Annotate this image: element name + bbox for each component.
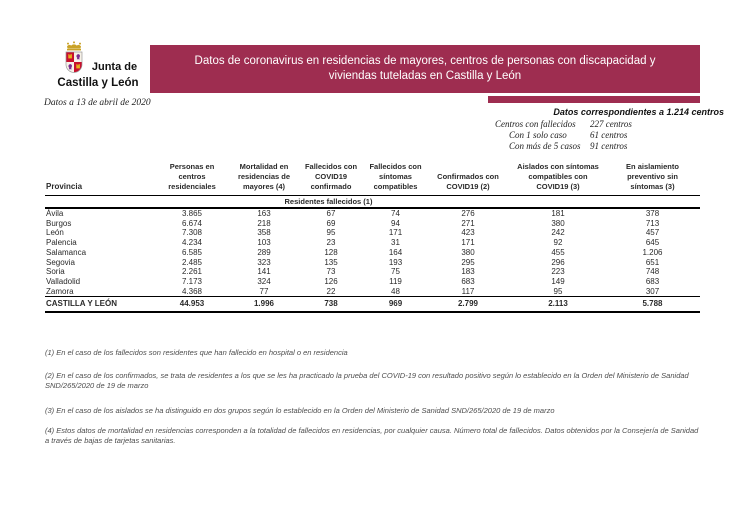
- total-value: 2.113: [511, 297, 605, 313]
- province-cell: León: [46, 228, 64, 238]
- value-cell: 324: [257, 276, 271, 286]
- value-cell: 149: [551, 276, 565, 286]
- value-cell: 4.368: [181, 286, 203, 296]
- footnote-4: (4) Estos datos de mortalidad en residencias corresponden a la totalidad de fallecidos en residencias, por cualquier causa. Número total de fallecidos. Datos obtenidos por la Consejería de Sanidad a través de bajas de tarjetas sanitarias.: [45, 426, 699, 445]
- value-cell: 73: [326, 267, 336, 277]
- value-cell: 218: [257, 218, 271, 228]
- summary-row-un-solo-caso: [495, 130, 675, 141]
- value-cell: 126: [324, 276, 338, 286]
- column-header-mortalidad: Mortalidad en residencias de mayores (4): [232, 162, 296, 196]
- summary-row-mas-de-5-casos: [495, 141, 675, 152]
- total-value: 738: [296, 297, 366, 313]
- table-row: [45, 238, 700, 248]
- value-cell: 4.234: [181, 238, 203, 248]
- value-cell: 683: [645, 276, 660, 286]
- summary-title: Datos correspondientes a 1.214 centros: [553, 107, 724, 117]
- value-cell: 3.865: [181, 209, 203, 218]
- table-header-row: [45, 162, 700, 196]
- value-cell: 141: [257, 267, 271, 277]
- value-cell: 455: [551, 247, 565, 257]
- table-row: [45, 228, 700, 238]
- value-cell: 77: [259, 286, 269, 296]
- province-cell: Segovia: [46, 257, 75, 267]
- value-cell: 163: [257, 209, 271, 218]
- column-header-aislamiento-preventivo: En aislamiento preventivo sin síntomas (3): [605, 162, 700, 196]
- value-cell: 69: [326, 218, 336, 228]
- total-label: CASTILLA Y LEÓN: [45, 297, 152, 313]
- value-cell: 22: [326, 286, 336, 296]
- value-cell: 2.261: [181, 267, 203, 277]
- value-cell: 119: [389, 276, 402, 286]
- value-cell: 271: [461, 218, 475, 228]
- column-header-provincia: Provincia: [45, 162, 152, 196]
- value-cell: 171: [461, 238, 475, 248]
- value-cell: 651: [645, 257, 660, 267]
- column-header-aislados: Aislados con síntomas compatibles con COVID19 (3): [511, 162, 605, 196]
- province-cell: Valladolid: [46, 276, 81, 286]
- table-row: [45, 277, 700, 287]
- total-value: 969: [366, 297, 425, 313]
- province-cell: Palencia: [46, 238, 77, 248]
- footnote-3: (3) En el caso de los aislados se ha distinguido en dos grupos según lo establecido en la Orden del Ministerio de Sanidad SND/265/2020 de 19 de marzo: [45, 406, 555, 415]
- value-cell: 223: [551, 267, 565, 277]
- value-cell: 94: [391, 218, 400, 228]
- province-cell: Ávila: [46, 209, 64, 218]
- logo-text-line1: Junta de: [91, 61, 138, 73]
- value-cell: 95: [326, 228, 336, 238]
- value-cell: 67: [326, 209, 336, 218]
- table-body: [45, 208, 700, 297]
- value-cell: 171: [388, 228, 403, 238]
- page-title: Datos de coronavirus en residencias de mayores, centros de personas con discapacidad y viviendas tuteladas en Castilla y León: [194, 54, 656, 82]
- value-cell: 276: [461, 209, 475, 218]
- table-row: [45, 258, 700, 268]
- table-row: [45, 267, 700, 277]
- title-banner: [150, 45, 700, 93]
- province-cell: Salamanca: [46, 247, 87, 257]
- footnote-2: (2) En el caso de los confirmados, se trata de residentes a los que se les ha practicado la prueba del COVID-19 con resultado positivo según lo establecido en la Orden del Ministerio de Sanidad SND/265/2020 de 19 de marzo: [45, 371, 689, 390]
- value-cell: 128: [324, 247, 338, 257]
- footnote-1: (1) En el caso de los fallecidos son residentes que han fallecido en hospital o en residencia: [45, 348, 348, 357]
- value-cell: 135: [324, 257, 338, 267]
- value-cell: 295: [461, 257, 475, 267]
- junta-logo: [42, 40, 154, 89]
- table-row: [45, 287, 700, 297]
- value-cell: 713: [645, 218, 660, 228]
- total-value: 1.996: [232, 297, 296, 313]
- value-cell: 164: [388, 247, 403, 257]
- value-cell: 117: [461, 286, 475, 296]
- summary-top-bar: [488, 96, 700, 103]
- value-cell: 6.674: [181, 218, 203, 228]
- summary-value: 61 centros: [590, 130, 628, 140]
- summary-row-centros-con-fallecidos: [495, 119, 675, 130]
- summary-value: 91 centros: [590, 141, 628, 151]
- value-cell: 103: [257, 238, 271, 248]
- value-cell: 748: [645, 267, 660, 277]
- province-cell: Zamora: [46, 286, 74, 296]
- value-cell: 7.173: [181, 276, 203, 286]
- total-value: 44.953: [152, 297, 232, 313]
- value-cell: 74: [391, 209, 400, 218]
- value-cell: 307: [645, 286, 660, 296]
- value-cell: 242: [551, 228, 565, 238]
- value-cell: 31: [391, 238, 400, 248]
- date-note: Datos a 13 de abril de 2020: [44, 98, 151, 108]
- total-row: [45, 297, 700, 313]
- table-row: [45, 208, 700, 219]
- value-cell: 48: [391, 286, 400, 296]
- table-row: [45, 219, 700, 229]
- value-cell: 75: [391, 267, 400, 277]
- value-cell: 92: [553, 238, 563, 248]
- data-table: [45, 162, 700, 313]
- value-cell: 296: [551, 257, 565, 267]
- value-cell: 380: [551, 218, 565, 228]
- province-cell: Soria: [46, 267, 65, 277]
- value-cell: 423: [461, 228, 475, 238]
- total-value: 2.799: [425, 297, 511, 313]
- summary-label: Centros con fallecidos: [495, 119, 576, 129]
- province-cell: Burgos: [46, 218, 72, 228]
- value-cell: 289: [257, 247, 271, 257]
- group-header-row: [45, 196, 700, 209]
- column-header-fallecidos-compatibles: Fallecidos con síntomas compatibles: [366, 162, 425, 196]
- value-cell: 358: [257, 228, 271, 238]
- column-header-confirmados: Confirmados con COVID19 (2): [425, 162, 511, 196]
- value-cell: 181: [551, 209, 565, 218]
- value-cell: 645: [645, 238, 660, 248]
- summary-rows: [495, 119, 675, 152]
- total-value: 5.788: [605, 297, 700, 313]
- summary-label: Con más de 5 casos: [509, 141, 581, 151]
- value-cell: 683: [461, 276, 475, 286]
- logo-row: [42, 40, 154, 80]
- value-cell: 23: [326, 238, 336, 248]
- value-cell: 183: [461, 267, 475, 277]
- value-cell: 95: [553, 286, 563, 296]
- value-cell: 7.308: [181, 228, 203, 238]
- value-cell: 457: [645, 228, 660, 238]
- summary-label: Con 1 solo caso: [509, 130, 567, 140]
- junta-shield-icon: [59, 40, 89, 80]
- value-cell: 380: [461, 247, 475, 257]
- group-header-residentes-fallecidos: Residentes fallecidos (1): [232, 196, 425, 209]
- group-header-spacer: [45, 196, 232, 209]
- value-cell: 2.485: [181, 257, 203, 267]
- value-cell: 6.585: [181, 247, 203, 257]
- value-cell: 378: [645, 209, 660, 218]
- group-header-spacer: [425, 196, 700, 209]
- table-row: [45, 248, 700, 258]
- column-header-fallecidos-confirmado: Fallecidos con COVID19 confirmado: [296, 162, 366, 196]
- value-cell: 193: [388, 257, 403, 267]
- column-header-personas: Personas en centros residenciales: [152, 162, 232, 196]
- value-cell: 1.206: [642, 247, 663, 257]
- logo-text-line2: Castilla y León: [57, 77, 139, 89]
- value-cell: 323: [257, 257, 271, 267]
- summary-value: 227 centros: [590, 119, 632, 129]
